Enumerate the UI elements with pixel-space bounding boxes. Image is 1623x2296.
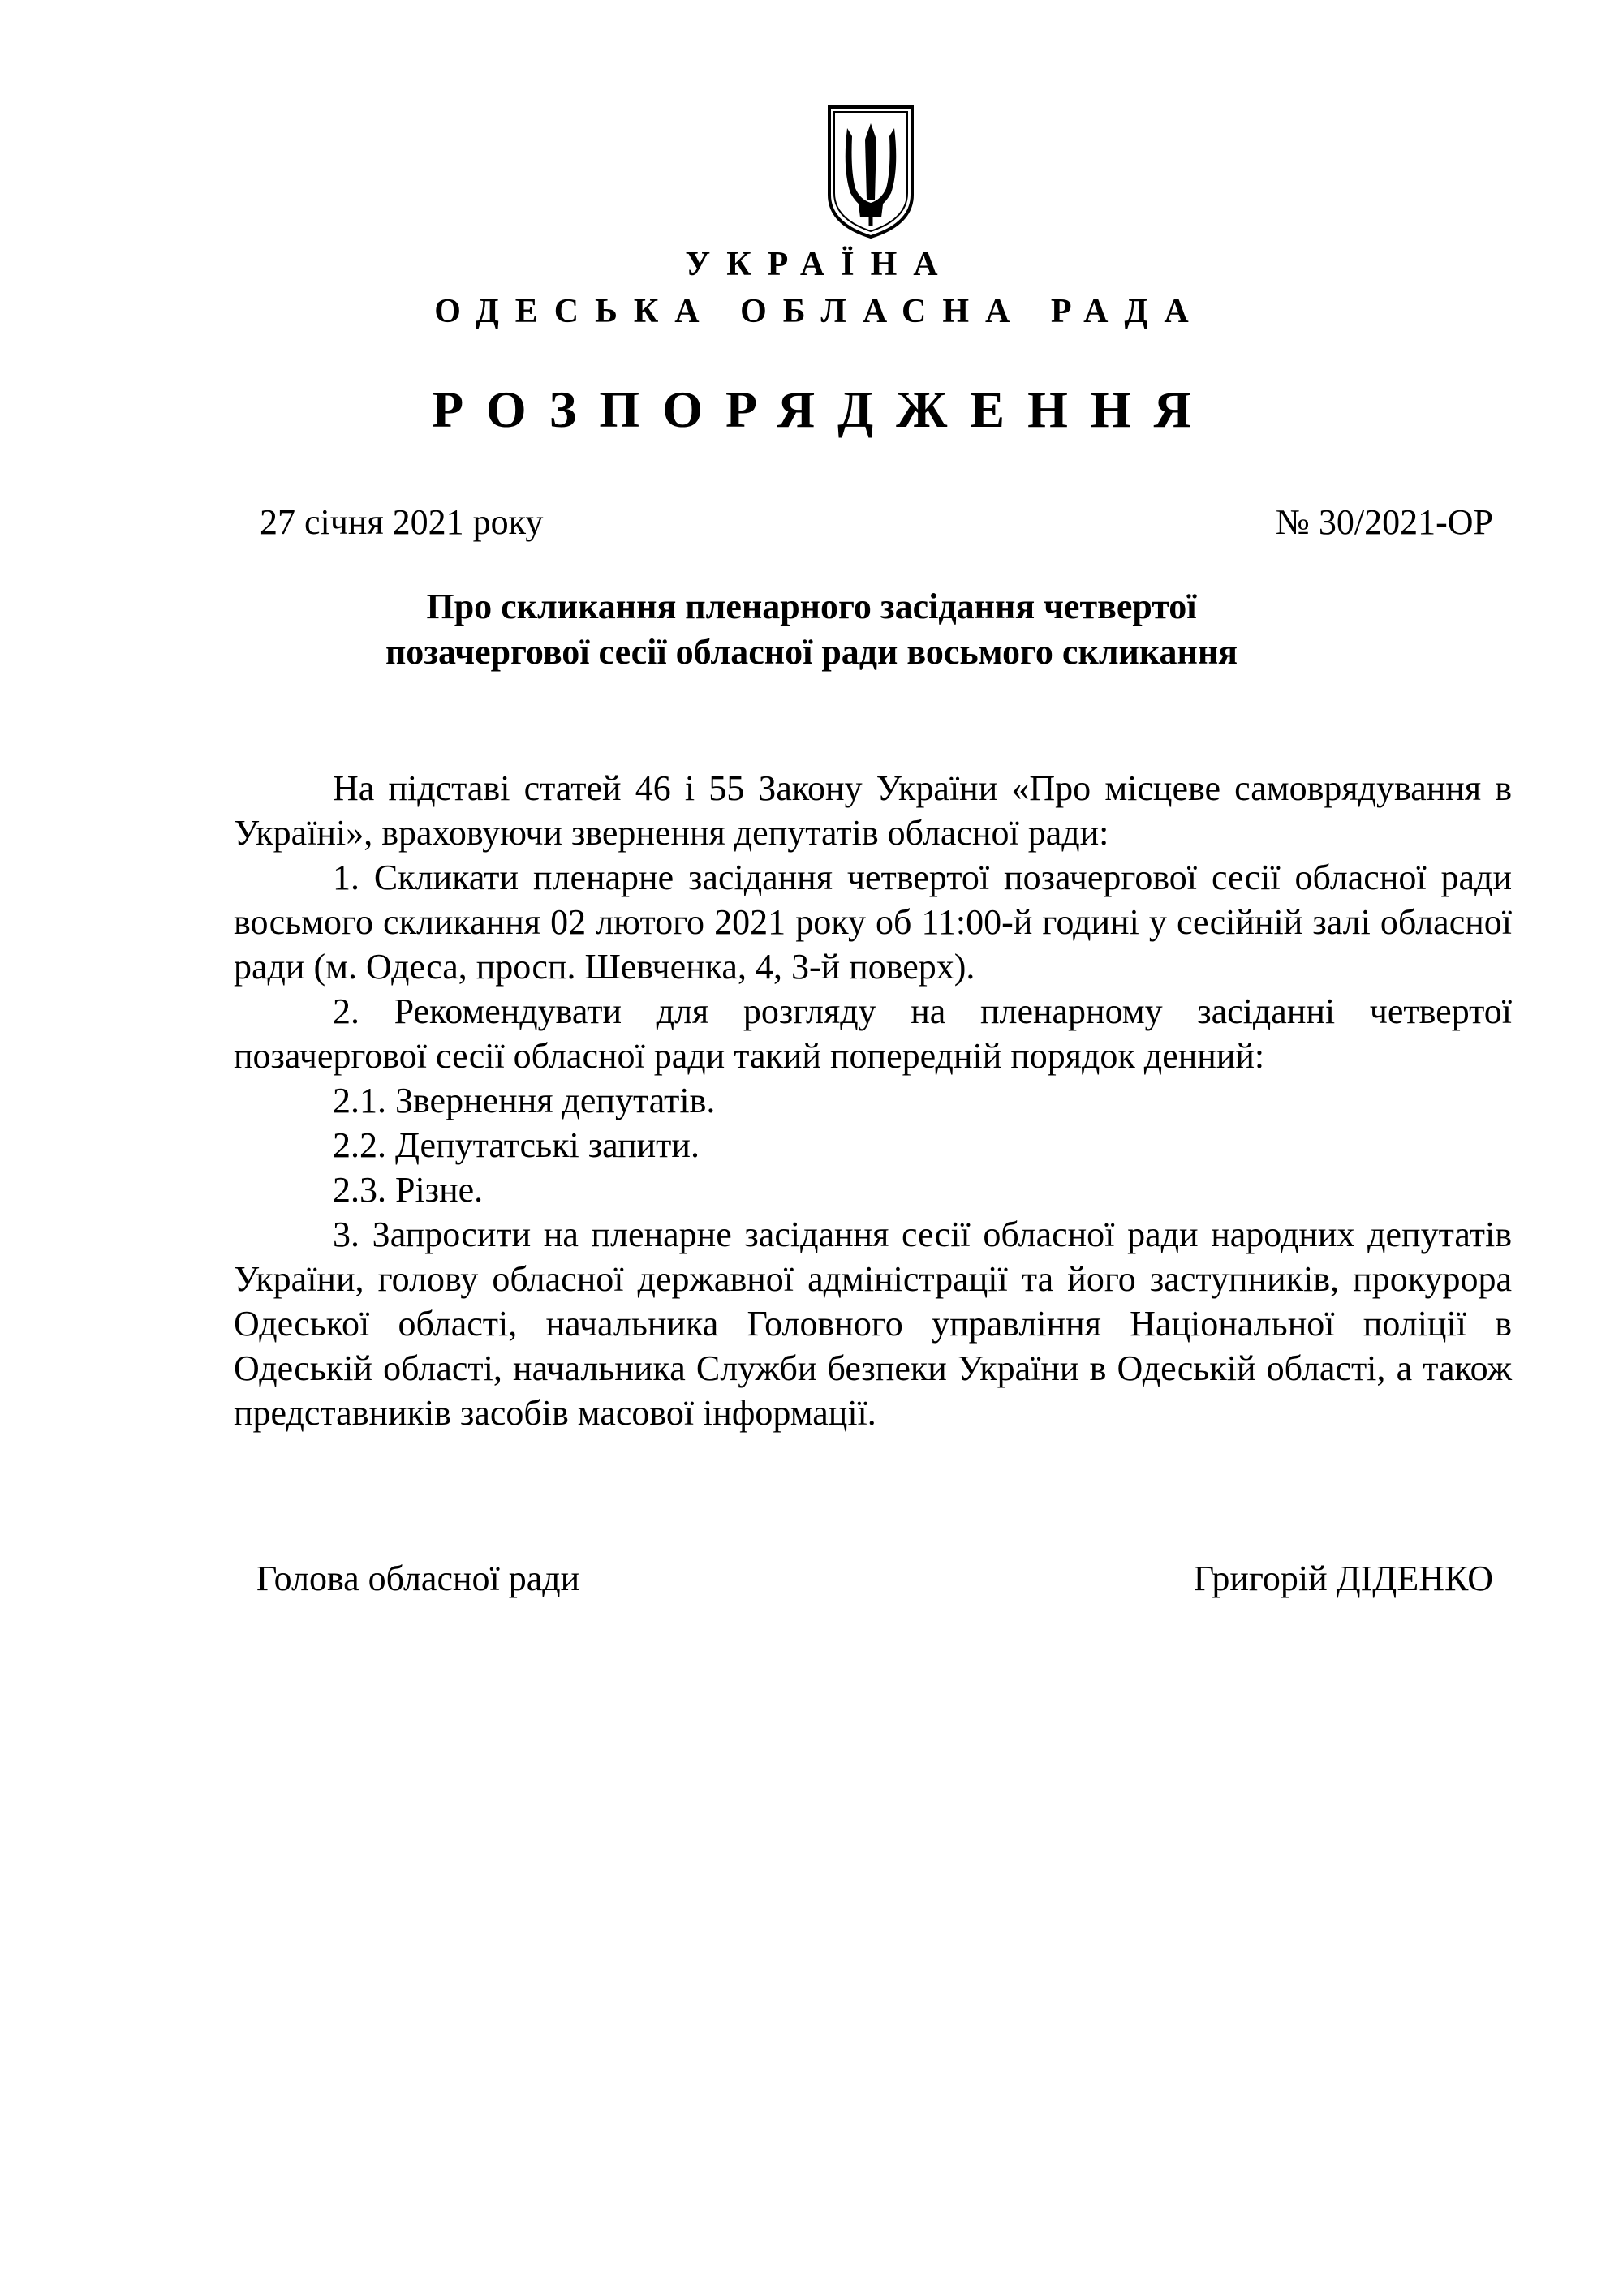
council-name: ОДЕСЬКА ОБЛАСНА РАДА — [434, 293, 1205, 330]
signature-role: Голова обласної ради — [256, 1559, 580, 1598]
body-paragraph-item-2-1: 2.1. Звернення депутатів. — [333, 1081, 716, 1120]
body-paragraph-item-2-3: 2.3. Різне. — [333, 1170, 484, 1210]
document-subject — [0, 584, 1623, 675]
document-date: 27 січня 2021 року — [260, 502, 544, 542]
body-paragraph-item-3: 3. Запросити на пленарне засідання сесії обласної ради народних депутатів України, голову обласної державної адміністрації та його заступників, прокурора Одеської області, начальника Головного управління Національної поліції в Одеській області, начальника Служби безпеки України в Одеській області, а також представників засобів масової інформації. — [234, 1215, 1512, 1433]
country-name: УКРАЇНА — [685, 246, 954, 283]
subject-line-2: позачергової сесії обласної ради восьмого скликання — [385, 632, 1238, 672]
document-type-title: РОЗПОРЯДЖЕННЯ — [432, 381, 1214, 438]
body-paragraph-preamble: На підставі статей 46 і 55 Закону України «Про місцеве самоврядування в Україні», враховуючи звернення депутатів обласної ради: — [234, 768, 1512, 853]
subject-line-1: Про скликання пленарного засідання четвертої — [426, 587, 1197, 626]
document-body — [234, 766, 1512, 1435]
body-paragraph-item-2: 2. Рекомендувати для розгляду на пленарному засіданні четвертої позачергової сесії обласної ради такий попередній порядок денний: — [234, 991, 1512, 1076]
signature-name: Григорій ДІДЕНКО — [1193, 1559, 1493, 1598]
body-paragraph-item-2-2: 2.2. Депутатські запити. — [333, 1125, 700, 1165]
document-number: № 30/2021-ОР — [1275, 502, 1493, 542]
body-paragraph-item-1: 1. Скликати пленарне засідання четвертої позачергової сесії обласної ради восьмого скликання 02 лютого 2021 року об 11:00-й годині у сесійній залі обласної ради (м. Одеса, просп. Шевченка, 4, 3-й поверх). — [234, 858, 1512, 987]
trident-emblem-icon — [826, 104, 915, 240]
